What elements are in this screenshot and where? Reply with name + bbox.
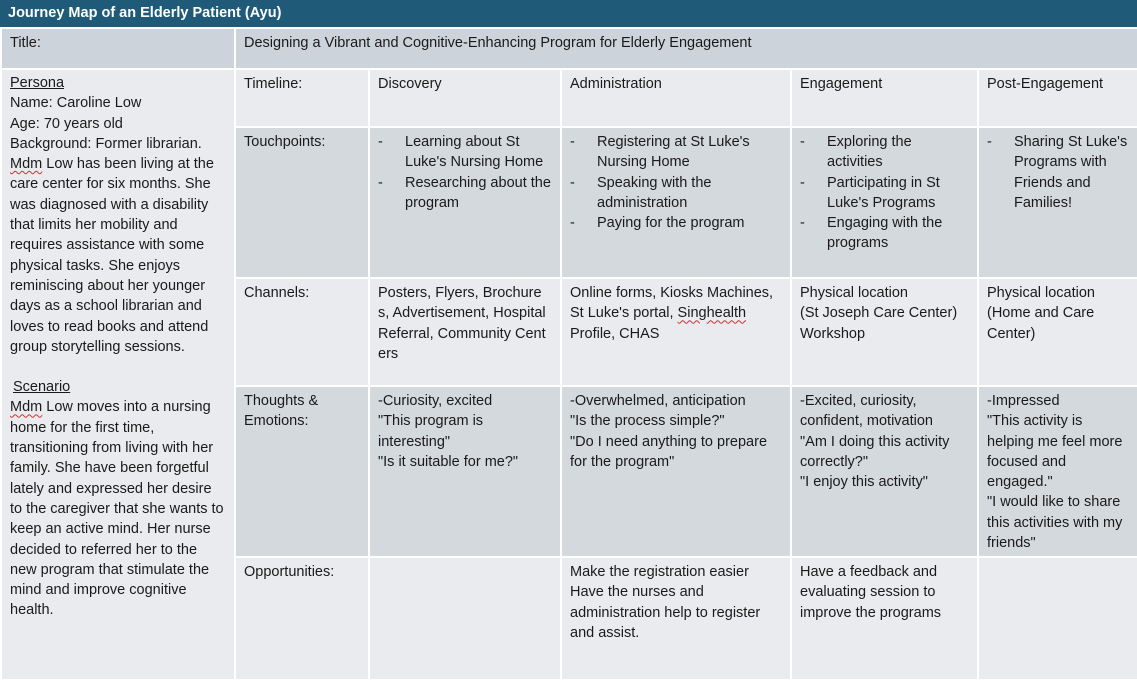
channels-label: Channels: [235, 278, 369, 386]
list-item: - Researching about the program [378, 173, 552, 214]
channels-post-engagement: Physical location (Home and Care Center) [978, 278, 1137, 386]
journey-map-header: Journey Map of an Elderly Patient (Ayu) [0, 0, 1137, 27]
list-item: - Exploring the activities [800, 132, 969, 173]
title-value: Designing a Vibrant and Cognitive-Enhancing Program for Elderly Engagement [235, 28, 1137, 69]
persona-heading: Persona [10, 75, 65, 91]
list-item: - Sharing St Luke's Programs with Friends and Families! [987, 132, 1129, 213]
stage-administration: Administration [561, 69, 791, 127]
thoughts-discovery: -Curiosity, excited "This program is interesting" "Is it suitable for me?" [369, 386, 561, 557]
touchpoints-label: Touchpoints: [235, 127, 369, 278]
list-item: - Participating in St Luke's Programs [800, 173, 969, 214]
thoughts-administration: -Overwhelmed, anticipation "Is the process simple?" "Do I need anything to prepare for the program" [561, 386, 791, 557]
list-item: - Engaging with the programs [800, 213, 969, 254]
persona-age: Age: 70 years old [10, 115, 123, 132]
persona-background: Background: Former librarian. Mdm Low has been living at the care center for six months. She was diagnosed with a disability that limits her mobility and requires assistance with some physical tasks. She enjoys reminiscing about her younger days as a school librarian and loves to read books and attend group storytelling sessions. [10, 135, 214, 355]
opportunities-post-engagement [978, 557, 1137, 680]
list-item: - Paying for the program [570, 213, 782, 233]
thoughts-post-engagement: -Impressed "This activity is helping me feel more focused and engaged." "I would like to share this activities with my friends" [978, 386, 1137, 557]
channels-discovery: Posters, Flyers, Brochures, Advertisement, Hospital Referral, Community Centers [369, 278, 561, 386]
list-item: - Speaking with the administration [570, 173, 782, 214]
timeline-label: Timeline: [235, 69, 369, 127]
thoughts-engagement: -Excited, curiosity, confident, motivation "Am I doing this activity correctly?" "I enjoy this activity" [791, 386, 978, 557]
stage-post-engagement: Post-Engagement [978, 69, 1137, 127]
stage-engagement: Engagement [791, 69, 978, 127]
list-item: - Learning about St Luke's Nursing Home [378, 132, 552, 173]
stage-discovery: Discovery [369, 69, 561, 127]
scenario-text: Mdm Low moves into a nursing home for the first time, transitioning from living with her family. She have been forgetful lately and expressed her desire to the caregiver that she wants to keep an active mind. Her nurse decided to referred her to the new program that stimulate the mind and improve cognitive health. [10, 399, 224, 619]
touchpoints-administration [561, 127, 791, 278]
channels-administration: Online forms, Kiosks Machines, St Luke's portal, Singhealth Profile, CHAS [561, 278, 791, 386]
persona-panel [1, 69, 235, 680]
thoughts-label: Thoughts & Emotions: [235, 386, 369, 557]
list-item: - Registering at St Luke's Nursing Home [570, 132, 782, 173]
opportunities-engagement: Have a feedback and evaluating session to improve the programs [791, 557, 978, 680]
title-label: Title: [1, 28, 235, 69]
touchpoints-post-engagement [978, 127, 1137, 278]
scenario-heading: Scenario [13, 379, 71, 396]
touchpoints-discovery [369, 127, 561, 278]
persona-name: Name: Caroline Low [10, 95, 142, 112]
touchpoints-engagement [791, 127, 978, 278]
opportunities-label: Opportunities: [235, 557, 369, 680]
journey-map-table [0, 27, 1137, 681]
opportunities-discovery [369, 557, 561, 680]
channels-engagement: Physical location (St Joseph Care Center) Workshop [791, 278, 978, 386]
opportunities-administration: Make the registration easier Have the nurses and administration help to register and assist. [561, 557, 791, 680]
